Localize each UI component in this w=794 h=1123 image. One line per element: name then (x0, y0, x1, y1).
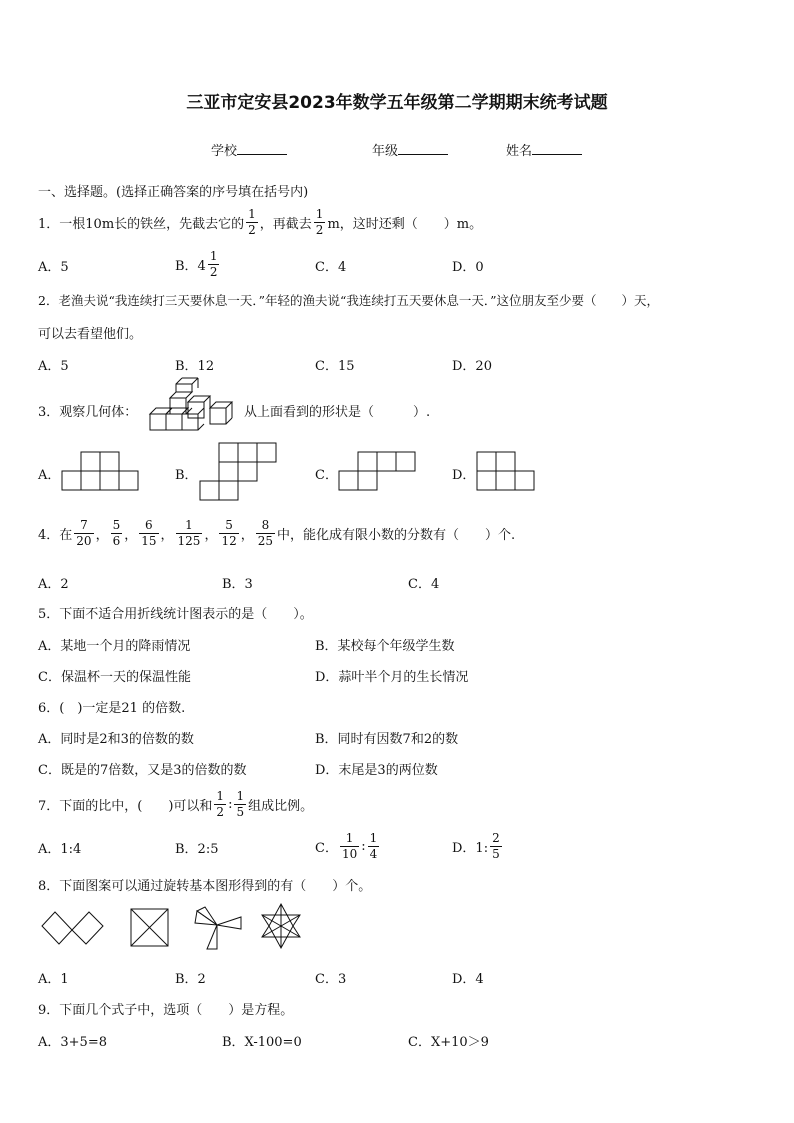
question-1 (38, 204, 482, 240)
question-5: 5．下面不适合用折线统计图表示的是（ ）。 (38, 607, 313, 622)
q3-option-d-shape (477, 451, 537, 491)
q1-fraction-1: 1 2 (248, 206, 256, 237)
q4-separator: ， (95, 527, 109, 543)
q1-text-c: m，这时还剩（ ）m。 (327, 216, 483, 232)
q8-figure-4 (260, 903, 302, 949)
q2-option-a: A．5 (38, 359, 69, 374)
q7-text-a: 7．下面的比中，( )可以和 (38, 798, 213, 814)
q3-option-d: D． (452, 468, 476, 483)
q4-fraction-4: 1 125 (177, 517, 201, 548)
name-label: 姓名 (506, 144, 533, 159)
page-title: 三亚市定安县2023年数学五年级第二学期期末统考试题 (186, 93, 608, 113)
q8-figure-2 (130, 908, 170, 948)
name-field (506, 140, 582, 159)
q7-option-d-fraction: 2 5 (492, 830, 500, 861)
school-label: 学校 (211, 144, 238, 159)
q1-fraction-2: 1 2 (315, 206, 324, 237)
q8-option-c: C．3 (315, 972, 347, 987)
question-3-text-b: 从上面看到的形状是（ ）. (244, 405, 431, 420)
q4-option-c: C．4 (408, 577, 440, 592)
q7-option-b: B．2:5 (175, 842, 219, 857)
q1-option-a: A．5 (38, 260, 69, 275)
q4-option-a: A．2 (38, 577, 69, 592)
q4-fraction-6: 8 25 (257, 517, 274, 548)
q5-option-b: B．某校每个年级学生数 (315, 639, 455, 654)
question-2-line-1: 2．老渔夫说“我连续打三天要休息一天．”年轻的渔夫说“我连续打五天要休息一天．”这位朋友至少要（ ）天， (38, 293, 660, 308)
q4-text-a: 4．在 (38, 527, 73, 543)
q8-figure-1 (42, 904, 104, 948)
name-blank (532, 141, 582, 155)
q1-option-c: C．4 (315, 260, 347, 275)
q4-fraction-5: 5 12 (221, 517, 237, 548)
question-4 (38, 513, 515, 553)
q9-option-c: C．X+10＞9 (408, 1035, 489, 1050)
q5-option-a: A．某地一个月的降雨情况 (38, 639, 191, 654)
q6-option-b: B．同时有因数7和2的数 (315, 732, 459, 747)
q6-option-c: C．既是的7倍数，又是3的倍数的数 (38, 763, 247, 778)
q7-fraction-1: 1 2 (216, 788, 225, 819)
q7-option-c-colon: : (361, 838, 366, 854)
q8-option-d: D．4 (452, 972, 484, 987)
q4-fraction-2: 5 6 (112, 517, 121, 548)
q7-option-c-fraction-2: 1 4 (369, 830, 378, 861)
q2-option-d: D．20 (452, 359, 492, 374)
q3-option-b: B． (175, 468, 198, 483)
question-2-line-2: 可以去看望他们。 (38, 327, 143, 342)
section-heading: 一、选择题。(选择正确答案的序号填在括号内) (38, 185, 309, 200)
q6-option-a: A．同时是2和3的倍数的数 (38, 732, 194, 747)
question-7 (38, 786, 313, 822)
q4-separator: ， (160, 527, 174, 543)
q3-option-c-shape (339, 451, 417, 491)
q6-option-d: D．末尾是3的两位数 (315, 763, 438, 778)
q2-option-b: B．12 (175, 359, 215, 374)
q4-option-b: B．3 (222, 577, 253, 592)
q9-option-a: A．3+5=8 (38, 1035, 107, 1050)
q4-fraction-3: 6 15 (141, 517, 157, 548)
q8-option-a: A．1 (38, 972, 69, 987)
grade-blank (398, 141, 448, 155)
school-blank (237, 141, 287, 155)
grade-label: 年级 (372, 144, 399, 159)
grade-field (372, 140, 448, 159)
q9-option-b: B．X-100=0 (222, 1035, 302, 1050)
q4-text-b: 中，能化成有限小数的分数有（ ）个. (277, 527, 516, 543)
question-9: 9．下面几个式子中，选项（ ）是方程。 (38, 1003, 294, 1018)
q3-option-a-shape (62, 451, 140, 491)
q2-option-c: C．15 (315, 359, 355, 374)
school-field (211, 140, 287, 159)
q3-option-b-shape (200, 442, 278, 500)
q7-colon: : (228, 796, 233, 812)
q1-option-b: B．4 1 2 (175, 248, 218, 279)
question-3-text-a: 3．观察几何体： (38, 405, 138, 420)
q3-solid-figure (148, 384, 232, 434)
q7-option-c: C． 1 10 : 1 4 (315, 830, 378, 861)
q1-text-b: ，再截去 (259, 216, 312, 232)
q5-option-d: D．蒜叶半个月的生长情况 (315, 670, 469, 685)
q8-figure-3 (195, 905, 243, 951)
q7-option-a: A．1:4 (38, 842, 82, 857)
q3-option-a: A． (38, 468, 61, 483)
q5-option-c: C．保温杯一天的保温性能 (38, 670, 191, 685)
q3-option-c: C． (315, 468, 338, 483)
q7-option-d: D．1: 2 5 (452, 830, 500, 861)
q4-separator: ， (240, 527, 254, 543)
question-6: 6．( )一定是21 的倍数. (38, 701, 186, 716)
q7-fraction-2: 1 5 (236, 788, 245, 819)
q1-text-a: 1．一根10m长的铁丝，先截去它的 (38, 216, 245, 232)
q8-option-b: B．2 (175, 972, 206, 987)
q4-separator: ， (204, 527, 218, 543)
q7-text-b: 组成比例。 (248, 798, 314, 814)
q1-option-d: D．0 (452, 260, 484, 275)
q1-option-b-fraction: 1 2 (209, 248, 218, 279)
question-8: 8．下面图案可以通过旋转基本图形得到的有（ ）个。 (38, 879, 372, 894)
q7-option-c-fraction-1: 1 10 (341, 830, 358, 861)
q4-fraction-1: 7 20 (76, 517, 92, 548)
q4-separator: ， (124, 527, 138, 543)
